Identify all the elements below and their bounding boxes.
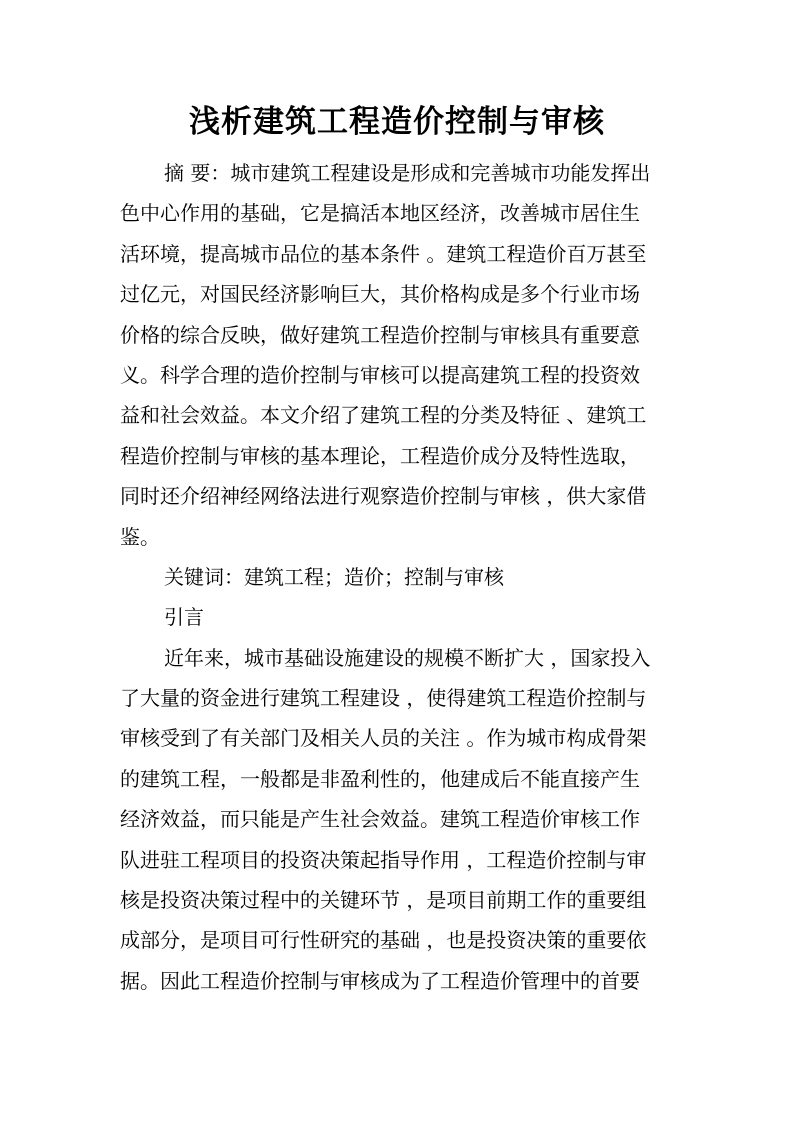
paragraph-line: 了大量的资金进行建筑工程建设 ，使得建筑工程造价控制与: [120, 686, 647, 711]
paragraph-line: 成部分，是项目可行性研究的基础 ，也是投资决策的重要依: [120, 928, 647, 953]
section-heading: 引言: [164, 605, 204, 630]
abstract-line: 摘 要：城市建筑工程建设是形成和完善城市功能发挥出: [164, 161, 651, 185]
abstract-line: 活环境，提高城市品位的基本条件 。建筑工程造价百万甚至: [120, 241, 647, 266]
document-body: [120, 153, 680, 1001]
keywords-line: 关键词：建筑工程；造价；控制与审核: [164, 564, 504, 589]
paragraph-line: 近年来，城市基础设施建设的规模不断扩大 ，国家投入: [164, 645, 651, 670]
abstract-line: 鉴。: [120, 524, 160, 549]
abstract-line: 色中心作用的基础，它是搞活本地区经济，改善城市居住生: [120, 201, 640, 226]
paragraph-line: 核是投资决策过程中的关键环节 ，是项目前期工作的重要组: [120, 888, 647, 913]
paragraph-line: 的建筑工程，一般都是非盈利性的，他建成后不能直接产生: [120, 766, 640, 791]
abstract-line: 益和社会效益。本文介绍了建筑工程的分类及特征 、建筑工: [120, 403, 647, 428]
abstract-line: 同时还介绍神经网络法进行观察造价控制与审核 ，供大家借: [120, 484, 647, 509]
paragraph-line: 审核受到了有关部门及相关人员的关注 。作为城市构成骨架: [120, 726, 647, 751]
paragraph-line: 据。因此工程造价控制与审核成为了工程造价管理中的首要: [120, 968, 640, 993]
document-title: 浅析建筑工程造价控制与审核: [189, 104, 605, 140]
abstract-line: 价格的综合反映，做好建筑工程造价控制与审核具有重要意: [120, 322, 640, 347]
abstract-line: 程造价控制与审核的基本理论，工程造价成分及特性选取，: [120, 443, 640, 468]
paragraph-line: 经济效益，而只能是产生社会效益。建筑工程造价审核工作: [120, 807, 640, 832]
abstract-line: 义。科学合理的造价控制与审核可以提高建筑工程的投资效: [120, 362, 640, 387]
abstract-line: 过亿元，对国民经济影响巨大，其价格构成是多个行业市场: [120, 282, 640, 307]
paragraph-line: 队进驻工程项目的投资决策起指导作用 ，工程造价控制与审: [120, 847, 647, 872]
